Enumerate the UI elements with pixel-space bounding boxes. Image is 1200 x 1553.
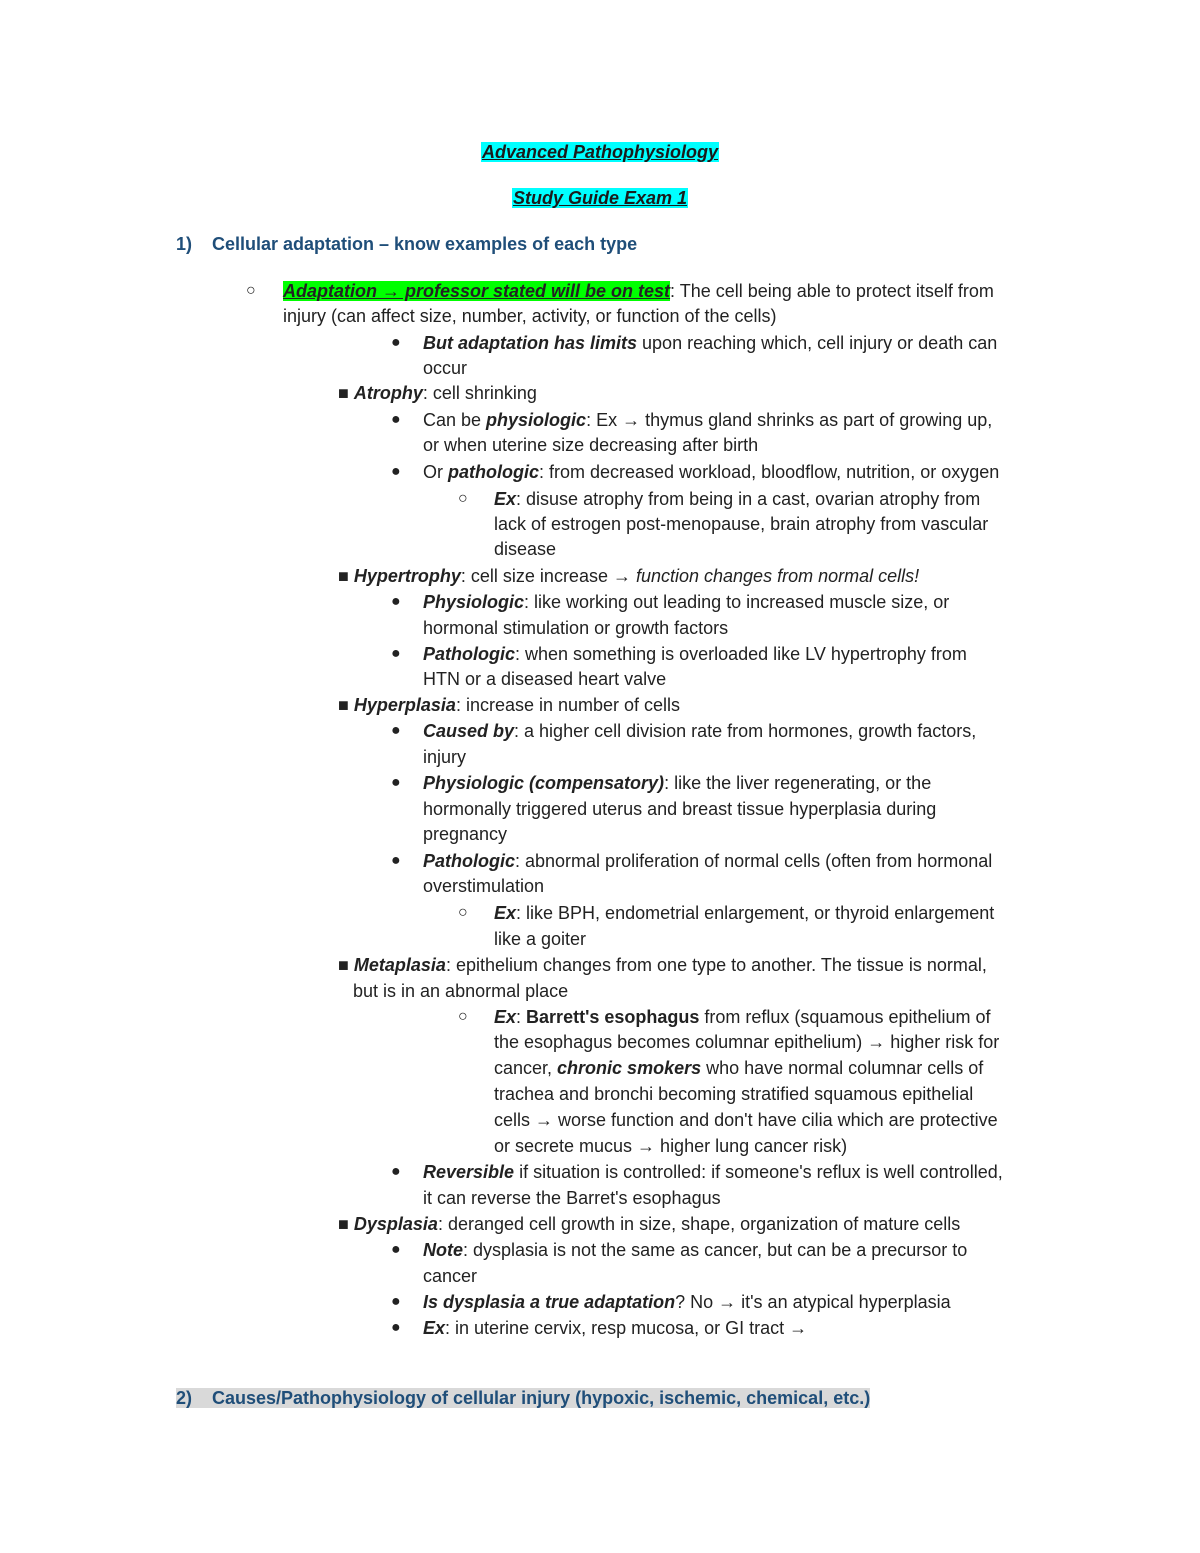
atrophy-ex-2: lack of estrogen post-menopause, brain atrophy from vascular bbox=[494, 514, 989, 534]
page-subtitle: Study Guide Exam 1 bbox=[512, 188, 688, 208]
dysplasia-note-2: cancer bbox=[423, 1266, 478, 1286]
hyperplasia-pathologic-2: overstimulation bbox=[423, 876, 545, 896]
hyperplasia-physiologic-3: pregnancy bbox=[423, 824, 508, 844]
dot-bullet-icon: ● bbox=[391, 722, 401, 739]
dot-bullet-icon: ● bbox=[391, 645, 401, 662]
dot-bullet-icon: ● bbox=[391, 411, 401, 428]
page-title: Advanced Pathophysiology bbox=[481, 142, 719, 162]
hyperplasia-pathologic-1: Pathologic: abnormal proliferation of normal cells (often from hormonal bbox=[423, 851, 993, 871]
hyperplasia-heading: ■ Hyperplasia: increase in number of cells bbox=[338, 695, 681, 715]
metaplasia-ex-3: cancer, chronic smokers who have normal columnar cells of bbox=[494, 1058, 984, 1078]
dot-bullet-icon: ● bbox=[391, 1163, 401, 1180]
metaplasia-ex-4: trachea and bronchi becoming stratified squamous epithelial bbox=[494, 1084, 974, 1104]
limits-line-1: But adaptation has limits upon reaching which, cell injury or death can bbox=[423, 333, 998, 353]
metaplasia-heading: ■ Metaplasia: epithelium changes from one type to another. The tissue is normal, bbox=[338, 955, 987, 975]
square-bullet-icon: ■ bbox=[338, 566, 349, 586]
adaptation-line-2: injury (can affect size, number, activity, or function of the cells) bbox=[283, 306, 777, 326]
hollow-bullet-icon: ○ bbox=[458, 1008, 468, 1025]
metaplasia-ex-6: or secrete mucus → higher lung cancer risk) bbox=[494, 1136, 848, 1156]
square-bullet-icon: ■ bbox=[338, 955, 349, 975]
metaplasia-reversible-1: Reversible if situation is controlled: if someone's reflux is well controlled, bbox=[423, 1162, 1003, 1182]
square-bullet-icon: ■ bbox=[338, 383, 349, 403]
atrophy-pathologic: Or pathologic: from decreased workload, bloodflow, nutrition, or oxygen bbox=[423, 462, 1000, 482]
hypertrophy-physiologic-1: Physiologic: like working out leading to increased muscle size, or bbox=[423, 592, 950, 612]
atrophy-physiologic-1: Can be physiologic: Ex → thymus gland shrinks as part of growing up, bbox=[423, 410, 993, 430]
dot-bullet-icon: ● bbox=[391, 852, 401, 869]
dot-bullet-icon: ● bbox=[391, 334, 401, 351]
atrophy-ex-1: Ex: disuse atrophy from being in a cast, ovarian atrophy from bbox=[494, 489, 981, 509]
dysplasia-heading: ■ Dysplasia: deranged cell growth in size, shape, organization of mature cells bbox=[338, 1214, 961, 1234]
metaplasia-ex-2: the esophagus becomes columnar epithelium) → higher risk for bbox=[494, 1032, 1000, 1052]
hollow-bullet-icon: ○ bbox=[246, 282, 256, 299]
hypertrophy-pathologic-1: Pathologic: when something is overloaded like LV hypertrophy from bbox=[423, 644, 967, 664]
hyperplasia-ex-2: like a goiter bbox=[494, 929, 587, 949]
metaplasia-reversible-2: it can reverse the Barret's esophagus bbox=[423, 1188, 721, 1208]
square-bullet-icon: ■ bbox=[338, 695, 349, 715]
metaplasia-def-2: but is in an abnormal place bbox=[353, 981, 569, 1001]
dot-bullet-icon: ● bbox=[391, 1319, 401, 1336]
dysplasia-ex: Ex: in uterine cervix, resp mucosa, or GI tract → bbox=[423, 1318, 808, 1338]
hyperplasia-physiologic-2: hormonally triggered uterus and breast tissue hyperplasia during bbox=[423, 799, 937, 819]
atrophy-physiologic-2: or when uterine size decreasing after birth bbox=[423, 435, 759, 455]
dysplasia-question: Is dysplasia a true adaptation? No → it's an atypical hyperplasia bbox=[423, 1292, 951, 1312]
dot-bullet-icon: ● bbox=[391, 463, 401, 480]
dot-bullet-icon: ● bbox=[391, 1293, 401, 1310]
hyperplasia-cause-2: injury bbox=[423, 747, 467, 767]
dot-bullet-icon: ● bbox=[391, 774, 401, 791]
atrophy-heading: ■ Atrophy: cell shrinking bbox=[338, 383, 537, 403]
hyperplasia-ex-1: Ex: like BPH, endometrial enlargement, or thyroid enlargement bbox=[494, 903, 995, 923]
atrophy-ex-3: disease bbox=[494, 539, 557, 559]
hypertrophy-heading: ■ Hypertrophy: cell size increase → function changes from normal cells! bbox=[338, 566, 920, 586]
dysplasia-note-1: Note: dysplasia is not the same as cancer, but can be a precursor to bbox=[423, 1240, 968, 1260]
hyperplasia-cause-1: Caused by: a higher cell division rate from hormones, growth factors, bbox=[423, 721, 977, 741]
adaptation-line-1: Adaptation → professor stated will be on test: The cell being able to protect itself from bbox=[283, 281, 994, 301]
section-heading-2: 2) Causes/Pathophysiology of cellular injury (hypoxic, ischemic, chemical, etc.) bbox=[176, 1388, 871, 1408]
metaplasia-ex-5: cells → worse function and don't have cilia which are protective bbox=[494, 1110, 998, 1130]
dot-bullet-icon: ● bbox=[391, 593, 401, 610]
metaplasia-ex-1: Ex: Barrett's esophagus from reflux (squamous epithelium of bbox=[494, 1007, 991, 1027]
dot-bullet-icon: ● bbox=[391, 1241, 401, 1258]
section-heading-1: 1) Cellular adaptation – know examples of each type bbox=[176, 234, 638, 254]
hypertrophy-pathologic-2: HTN or a diseased heart valve bbox=[423, 669, 667, 689]
hyperplasia-physiologic-1: Physiologic (compensatory): like the liver regenerating, or the bbox=[423, 773, 932, 793]
hypertrophy-physiologic-2: hormonal stimulation or growth factors bbox=[423, 618, 729, 638]
hollow-bullet-icon: ○ bbox=[458, 904, 468, 921]
hollow-bullet-icon: ○ bbox=[458, 490, 468, 507]
limits-line-2: occur bbox=[423, 358, 468, 378]
square-bullet-icon: ■ bbox=[338, 1214, 349, 1234]
